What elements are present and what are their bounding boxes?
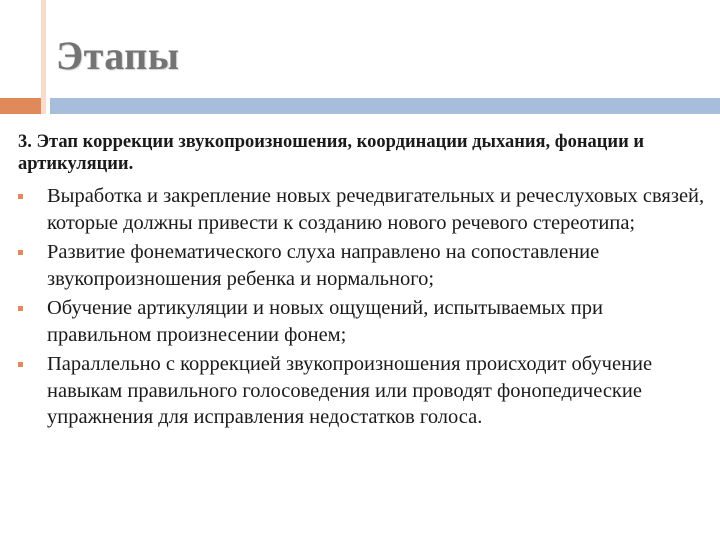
bullet-item [18,351,708,431]
square-bullet-icon [18,194,23,199]
bullet-item [18,295,708,348]
bullet-item [18,183,708,236]
square-bullet-icon [18,250,23,255]
bullet-text: Параллельно с коррекцией звукопроизношения происходит обучение навыкам правильного голосоведения или проводят фонопедические упражнения для исправления недостатков голоса. [47,353,653,428]
bullet-item [18,239,708,292]
title-underline-bar [50,98,720,114]
bullet-text: Выработка и закрепление новых речедвигательных и речеслуховых связей, которые должны привести к созданию нового речевого стереотипа; [47,185,705,234]
bullet-list [18,183,708,434]
square-bullet-icon [18,306,23,311]
bullet-text: Обучение артикуляции и новых ощущений, испытываемых при правильном произнесении фонем; [47,297,603,346]
slide-title: Этапы [56,33,180,78]
square-bullet-icon [18,362,23,367]
accent-bar-decoration [0,98,41,114]
section-heading: 3. Этап коррекции звукопроизношения, координации дыхания, фонации и артикуляции. [18,132,645,174]
bullet-text: Развитие фонематического слуха направлено на сопоставление звукопроизношения ребенка и нормального; [47,241,600,290]
accent-line-decoration [41,0,46,114]
